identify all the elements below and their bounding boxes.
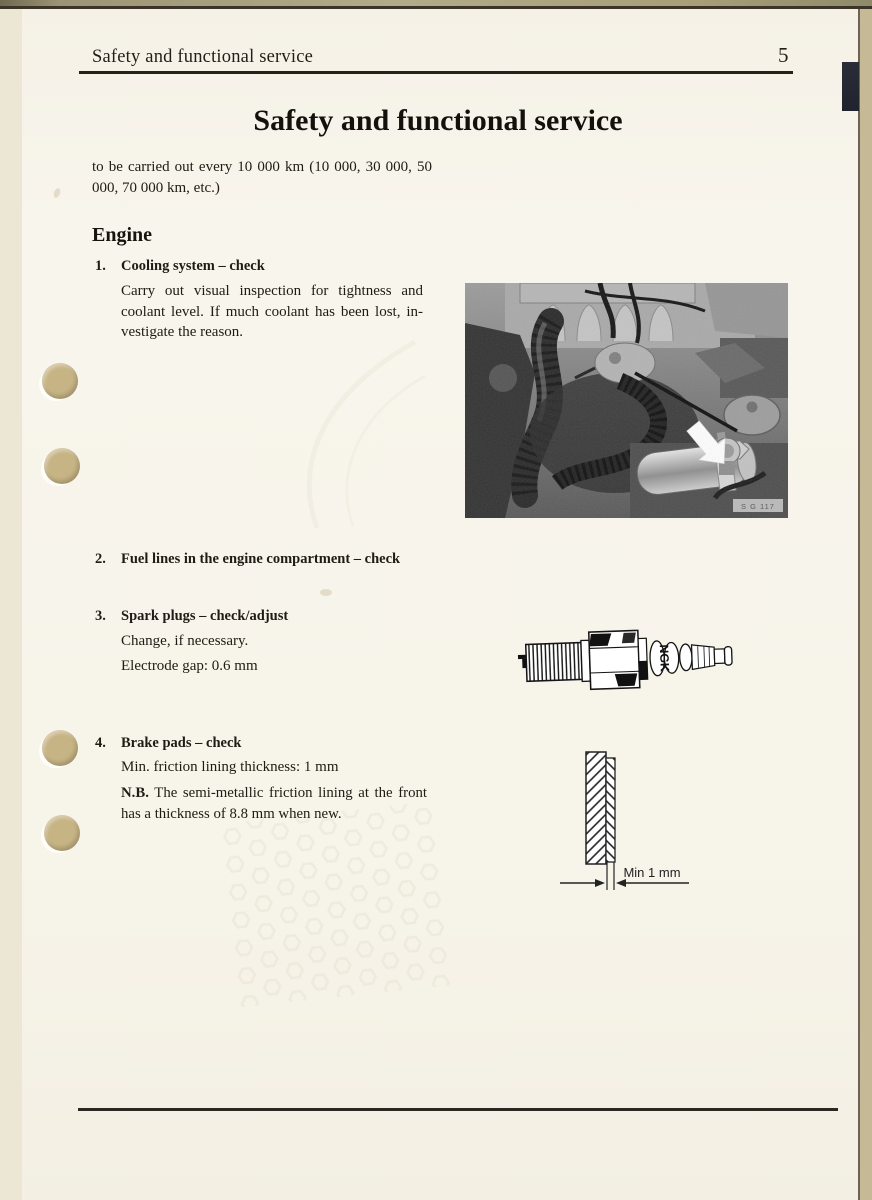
binder-hole [42,730,78,766]
item-label-brake-pads: Brake pads – check [121,735,242,751]
item-number: 4. [95,735,106,751]
binder-hole [44,448,80,484]
running-header-title: Safety and functional service [92,47,314,67]
engine-compartment-photo [465,283,788,518]
brake-pads-note [121,783,427,824]
item-label-fuel-lines: Fuel lines in the engine compartment – check [121,551,401,567]
body-line: coolant level. If much coolant has been lost, in- [121,303,423,320]
intro-line: 000, 70 000 km, etc.) [92,179,220,196]
pad-backing-plate [586,752,606,864]
note-label: N.B. [121,785,149,801]
photo-id-label: S G 117 [741,502,775,511]
electrode-gap-detail: Electrode gap: 0.6 mm [121,658,258,674]
note-line: N.B. The semi-metallic friction lining at the front [121,785,427,801]
page-edge-right-cover [858,0,872,1200]
header-rule [79,71,793,74]
page-edge-top-cover [0,0,872,9]
section-heading-engine: Engine [92,224,153,246]
body-line: Carry out visual inspection for tightness and [121,283,423,299]
item-number: 2. [95,551,106,567]
item-label-spark-plugs: Spark plugs – check/adjust [121,608,289,624]
black-index-tab [842,62,859,111]
item-label-cooling-system: Cooling system – check [121,258,265,274]
dimension-arrows [560,879,689,887]
spark-plug-illustration [512,615,737,705]
binder-hole [42,363,78,399]
plug-threads [526,643,582,682]
brake-lining-detail: Min. friction lining thickness: 1 mm [121,759,339,775]
item-number: 3. [95,608,106,624]
spark-plug-detail: Change, if necessary. [121,633,249,649]
intro-paragraph [92,157,432,198]
dimension-label: Min 1 mm [623,865,681,880]
item-number: 1. [95,258,106,274]
page-title: Safety and functional service [253,104,623,137]
underlying-pages-edge [0,6,23,1200]
paper-speck [320,589,332,596]
note-line: has a thickness of 8.8 mm when new. [121,805,342,822]
plug-terminal [724,647,732,666]
pad-friction-lining [606,758,615,862]
body-line: vestigate the reason. [121,324,244,341]
page-number: 5 [778,43,789,67]
item-body-cooling-system [121,281,423,343]
brake-pad-illustration [552,748,697,898]
plug-brand-label: NGK [656,644,672,672]
binder-hole [44,815,80,851]
intro-line: to be carried out every 10 000 km (10 000, 30 000, 50 [92,159,432,175]
footer-rule [78,1108,838,1111]
